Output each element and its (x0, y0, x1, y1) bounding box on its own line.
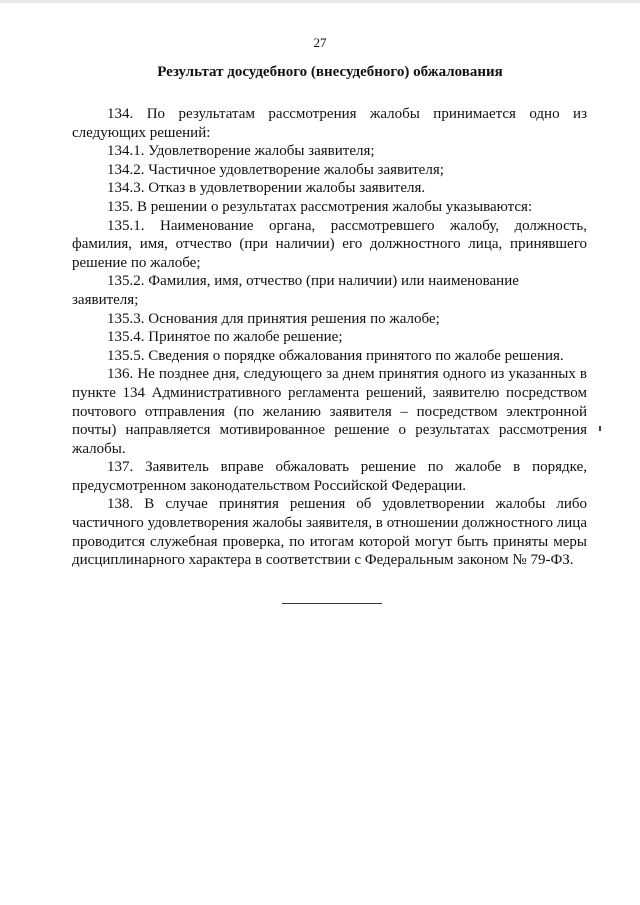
section-title: Результат досудебного (внесудебного) обжалования (157, 64, 503, 80)
scan-edge (0, 0, 640, 3)
paragraph-136: 136. Не позднее дня, следующего за днем принятия одного из указанных в пункте 134 Административного регламента решений, заявителю посредством почтового отправления (по желанию заявителя – посредством электронной почты) направляется мотивированное решение о результатах рассмотрения жалобы. (72, 366, 587, 457)
end-divider (282, 603, 382, 604)
paragraph-135: 135. В решении о результатах рассмотрения жалобы указываются: (107, 198, 533, 215)
paragraph-134-3: 134.3. Отказ в удовлетворении жалобы заявителя. (107, 180, 426, 197)
page-number: 27 (313, 35, 327, 50)
scan-speck (599, 426, 601, 431)
paragraph-138: 138. В случае принятия решения об удовлетворении жалобы либо частичного удовлетворения жалобы заявителя, в отношении должностного лица проводится служебная проверка, по итогам которой могут быть приняты меры дисциплинарного характера в соответствии с Федеральным законом № 79-ФЗ. (72, 496, 587, 569)
paragraph-134-1: 134.1. Удовлетворение жалобы заявителя; (107, 143, 375, 160)
paragraph-135-5: 135.5. Сведения о порядке обжалования принятого по жалобе решения. (107, 347, 564, 364)
paragraph-135-3: 135.3. Основания для принятия решения по жалобе; (107, 310, 440, 327)
document-body (72, 105, 587, 570)
paragraph-135-1: 135.1. Наименование органа, рассмотревшего жалобу, должность, фамилия, имя, отчество (при наличии) его должностного лица, принявшего решение по жалобе; (72, 217, 587, 271)
paragraph-135-4: 135.4. Принятое по жалобе решение; (107, 329, 343, 346)
paragraph-135-2: 135.2. Фамилия, имя, отчество (при наличии) или наименование заявителя; (72, 273, 519, 308)
paragraph-134: 134. По результатам рассмотрения жалобы принимается одно из следующих решений: (72, 106, 587, 141)
paragraph-137: 137. Заявитель вправе обжаловать решение по жалобе в порядке, предусмотренном законодательством Российской Федерации. (72, 459, 587, 494)
paragraph-134-2: 134.2. Частичное удовлетворение жалобы заявителя; (107, 161, 444, 178)
